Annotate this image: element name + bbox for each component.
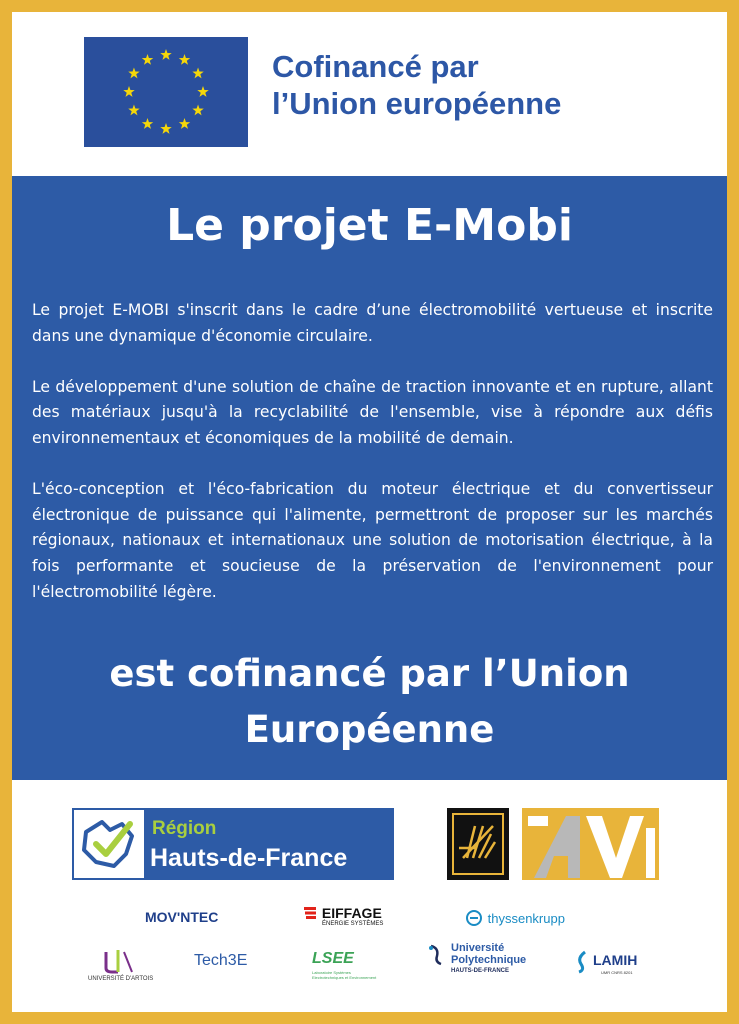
favi-logo (522, 808, 659, 880)
uphf-line3: HAUTS-DE-FRANCE (451, 968, 509, 974)
movntec-logo: MOV'NTEC (145, 909, 219, 925)
eu-star (142, 54, 153, 65)
cofinance-line1: est cofinancé par l’Union (109, 652, 630, 695)
eiffage-logo (304, 905, 384, 927)
paragraph-2: Le développement d'une solution de chaîne de traction innovante et en rupture, allant des matériaux jusqu'à la recyclabilité de l'ensemble, vise à répondre aux défis environnementaux et économiques de la mobilité de demain. (32, 377, 713, 447)
tech3e-logo: Tech3E (194, 952, 248, 969)
favi-emblem-icon (447, 808, 509, 880)
lamih-subtitle: UMR CNRS 8201 (601, 970, 633, 975)
eu-cofinance-title (272, 48, 672, 122)
lamih-mark-icon (575, 950, 589, 974)
region-label: Région (152, 818, 217, 839)
eu-star (123, 86, 134, 97)
eu-star (128, 105, 139, 116)
eu-star (192, 68, 203, 79)
project-panel (12, 176, 727, 780)
cofinance-statement (12, 646, 727, 758)
eu-flag (84, 37, 248, 147)
paragraph-1: Le projet E-MOBI s'inscrit dans le cadre d’une électromobilité vertueuse et inscrite dans une dynamique d'économie circulaire. (32, 301, 713, 345)
project-title: Le projet E-Mobi (166, 200, 573, 251)
eu-star (179, 54, 190, 65)
eu-star (128, 68, 139, 79)
artois-mark-icon (88, 948, 148, 976)
eu-star (160, 49, 171, 60)
thyssenkrupp-name: thyssenkrupp (487, 911, 565, 926)
eu-star (192, 105, 203, 116)
lamih-name: LAMIH (593, 952, 638, 968)
universite-artois-logo (88, 948, 154, 988)
eiffage-subtitle: ÉNERGIE SYSTÈMES (322, 921, 384, 927)
eu-star (142, 118, 153, 129)
region-name: Hauts-de-France (150, 844, 348, 872)
uphf-mark-icon (427, 944, 445, 966)
thyssenkrupp-mark-icon (464, 910, 484, 926)
thyssenkrupp-logo (464, 910, 565, 926)
uphf-line2: Polytechnique (451, 954, 527, 966)
eu-star (160, 123, 171, 134)
lsee-name: LSEE (312, 950, 354, 967)
uphf-line1: Université (451, 942, 505, 954)
cofinance-line2: Européenne (244, 708, 495, 751)
eiffage-mark-icon (304, 907, 318, 919)
eu-title-line1: Cofinancé par (272, 49, 479, 84)
eiffage-name: EIFFAGE (321, 905, 382, 921)
lsee-subtitle: Laboratoire Systèmes Electrotechniques et Environnement (312, 970, 377, 980)
project-description (32, 298, 713, 631)
artois-name: UNIVERSITÉ D'ARTOIS (88, 976, 154, 982)
eu-star (179, 118, 190, 129)
region-hauts-de-france-logo (72, 808, 394, 880)
region-map-icon (74, 810, 144, 878)
lsee-logo (312, 950, 377, 980)
paragraph-3: L'éco-conception et l'éco-fabrication du moteur électrique et du convertisseur électronique de puissance qui l'alimente, permettront de proposer sur les marchés régionaux, nationaux et internationaux une solution de motorisation électrique, à la fois performante et soucieuse de la préservation de l'environnement pour l'électromobilité légère. (32, 480, 713, 601)
poster (12, 12, 727, 1012)
eu-title-line2: l’Union européenne (272, 86, 562, 121)
eu-stars-icon (84, 37, 248, 147)
eu-star (197, 86, 208, 97)
